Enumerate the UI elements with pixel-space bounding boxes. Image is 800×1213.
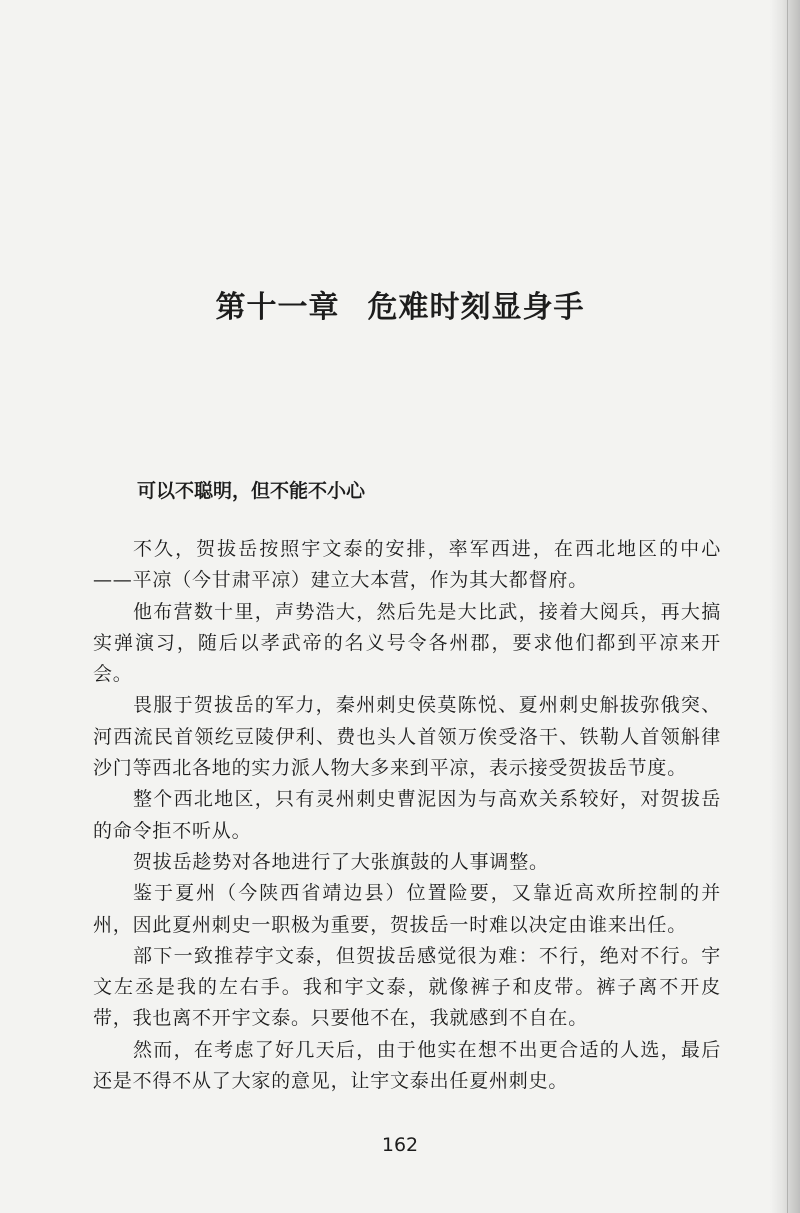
- paragraph: 他布营数十里，声势浩大，然后先是大比武，接着大阅兵，再大搞实弹演习，随后以孝武帝的名义号令各州郡，要求他们都到平凉来开会。: [93, 600, 721, 686]
- paragraph: 鉴于夏州（今陕西省靖边县）位置险要，又靠近高欢所控制的并州，因此夏州刺史一职极为重要，贺拔岳一时难以决定由谁来出任。: [93, 882, 721, 936]
- paragraph: 不久，贺拔岳按照宇文泰的安排，率军西进，在西北地区的中心——平凉（今甘肃平凉）建立大本营，作为其大都督府。: [93, 538, 721, 592]
- paragraph: 整个西北地区，只有灵州刺史曹泥因为与高欢关系较好，对贺拔岳的命令拒不听从。: [93, 788, 721, 842]
- chapter-number: 第十一章: [215, 290, 340, 325]
- chapter-title: [0, 282, 800, 326]
- paragraph: 畏服于贺拔岳的军力，秦州刺史侯莫陈悦、夏州刺史斛拔弥俄突、河西流民首领纥豆陵伊利、费也头人首领万俟受洛干、铁勒人首领斛律沙门等西北各地的实力派人物大多来到平凉，表示接受贺拔岳节度。: [93, 694, 721, 780]
- paragraph: 然而，在考虑了好几天后，由于他实在想不出更合适的人选，最后还是不得不从了大家的意见，让宇文泰出任夏州刺史。: [93, 1038, 721, 1093]
- paragraph: 部下一致推荐宇文泰，但贺拔岳感觉很为难：不行，绝对不行。宇文左丞是我的左右手。我和宇文泰，就像裤子和皮带。裤子离不开皮带，我也离不开宇文泰。只要他不在，我就感到不自在。: [93, 944, 721, 1030]
- page-gutter-shadow: [770, 0, 800, 1213]
- paragraph: 贺拔岳趁势对各地进行了大张旗鼓的人事调整。: [133, 850, 549, 873]
- page-number: 162: [381, 1134, 419, 1156]
- page-edge-line: [787, 0, 788, 1213]
- body-text: [93, 534, 721, 1097]
- section-heading: 可以不聪明，但不能不小心: [137, 480, 366, 502]
- chapter-name: 危难时刻显身手: [367, 290, 585, 325]
